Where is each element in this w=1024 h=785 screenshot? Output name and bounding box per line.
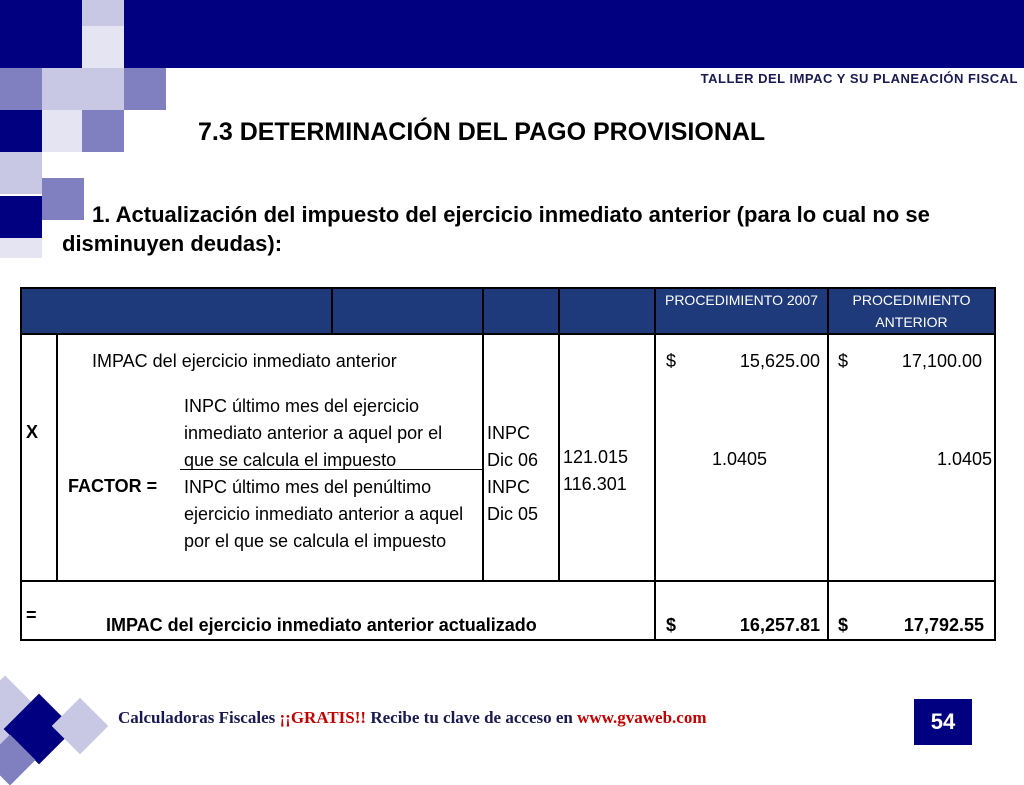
table-border <box>482 335 484 581</box>
header-proc-2007: PROCEDIMIENTO 2007 <box>654 287 829 335</box>
impac-2007-value: 15,625.00 <box>739 351 820 371</box>
top-banner <box>164 0 1024 68</box>
decor-square <box>82 26 124 68</box>
decor-square <box>42 110 84 152</box>
decor-square <box>124 0 164 68</box>
impac-2007-sign: $ <box>666 351 677 371</box>
decor-square <box>0 238 42 258</box>
decor-square <box>0 152 42 194</box>
impac-anterior-sign: $ <box>838 351 849 371</box>
decor-square <box>42 68 84 110</box>
footer-link[interactable]: www.gvaweb.com <box>577 708 707 727</box>
header-tag: TALLER DEL IMPAC Y SU PLANEACIÓN FISCAL <box>700 71 1018 86</box>
numerator-index: INPC Dic 06 <box>487 423 539 470</box>
factor-2007: 1.0405 <box>712 449 768 469</box>
table-border <box>994 335 996 641</box>
numerator-description: INPC último mes del ejercicio inmediato anterior a aquel por el que se calcula el impuesto <box>184 396 443 470</box>
numerator-value: 121.015 <box>563 447 629 467</box>
table-border <box>20 639 996 641</box>
table-border <box>20 580 996 582</box>
decor-square <box>0 110 42 152</box>
header-cell <box>20 287 333 335</box>
page-number: 54 <box>914 699 972 745</box>
decor-square <box>82 68 124 110</box>
denominator-description: INPC último mes del penúltimo ejercicio inmediato anterior a aquel por el que se calcula el impuesto <box>184 477 464 551</box>
table-border <box>56 335 58 581</box>
result-2007-value: 16,257.81 <box>739 615 820 635</box>
decor-square <box>124 68 166 110</box>
table-border <box>827 335 829 641</box>
header-cell <box>331 287 484 335</box>
table-border <box>20 335 22 641</box>
header-cell <box>558 287 656 335</box>
impac-anterior-value: 17,100.00 <box>901 351 982 371</box>
factor-anterior: 1.0405 <box>936 449 992 469</box>
factor-label: FACTOR = <box>68 476 158 496</box>
header-proc-anterior: PROCEDIMIENTO ANTERIOR <box>827 287 996 335</box>
calculation-table <box>20 287 996 641</box>
impac-label: IMPAC del ejercicio inmediato anterior <box>92 351 397 371</box>
footer-text: Calculadoras Fiscales <box>118 708 280 727</box>
result-anterior-sign: $ <box>838 615 849 635</box>
table-border <box>558 335 560 581</box>
result-2007-sign: $ <box>666 615 677 635</box>
denominator-value: 116.301 <box>563 474 627 494</box>
result-anterior-value: 17,792.55 <box>903 615 984 635</box>
result-label: IMPAC del ejercicio inmediato anterior actualizado <box>106 615 537 635</box>
header-cell <box>482 287 560 335</box>
table-border <box>654 335 656 641</box>
multiply-operator: X <box>26 422 39 442</box>
footer-text-after: Recibe tu clave de acceso en <box>366 708 578 727</box>
decor-square <box>82 0 124 26</box>
intro-paragraph: 1. Actualización del impuesto del ejercicio inmediato anterior (para lo cual no se disminuyen deudas): <box>62 202 930 256</box>
decor-square <box>0 0 82 68</box>
decor-square <box>82 110 124 152</box>
decor-diamond <box>52 698 109 755</box>
decor-square <box>0 196 42 238</box>
footer-banner <box>118 708 707 728</box>
decor-square <box>0 68 42 110</box>
footer-gratis: ¡¡GRATIS!! <box>279 708 367 727</box>
equals-operator: = <box>26 605 37 625</box>
denominator-index: INPC Dic 05 <box>487 477 539 524</box>
page-title: 7.3 DETERMINACIÓN DEL PAGO PROVISIONAL <box>198 118 766 146</box>
